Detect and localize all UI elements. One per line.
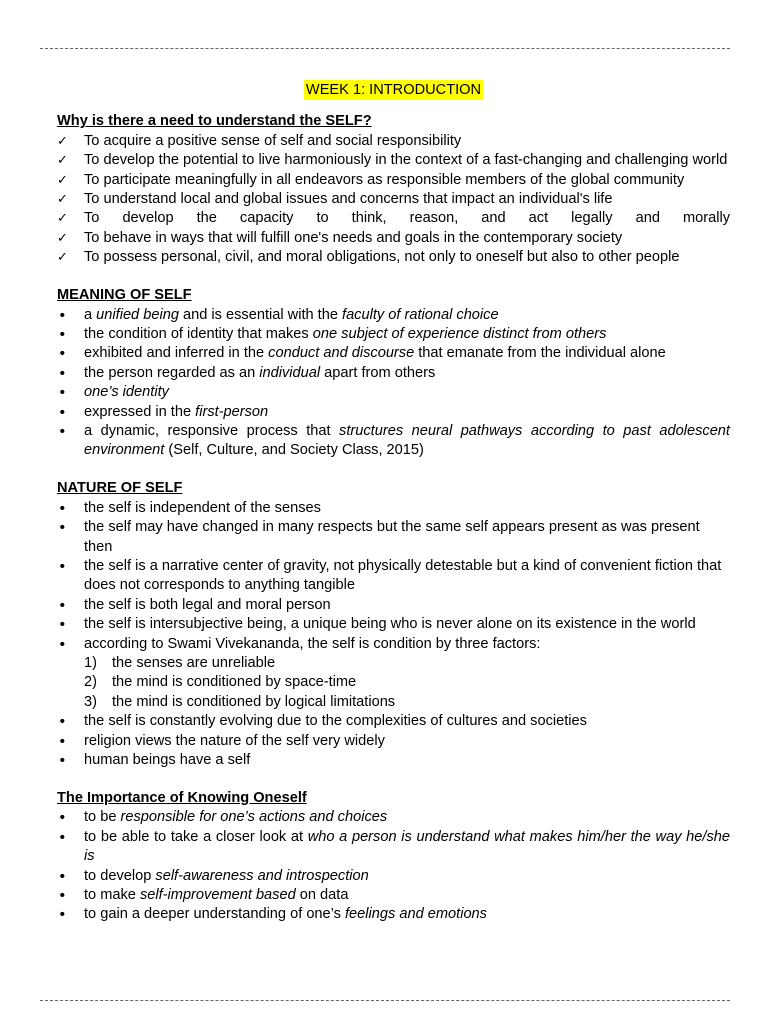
list-item: ✓ To acquire a positive sense of self and social responsibility xyxy=(57,132,730,151)
list-item: • exhibited and inferred in the conduct and discourse that emanate from the individual alone xyxy=(57,344,730,363)
section-heading-meaning: MEANING OF SELF xyxy=(57,287,192,304)
factor-item: 2) the mind is conditioned by space-time xyxy=(84,674,357,691)
why-list xyxy=(57,132,730,268)
section-importance xyxy=(57,789,730,925)
list-item: • the self is intersubjective being, a unique being who is never alone on its existence in the world xyxy=(57,615,730,634)
list-item: • the condition of identity that makes one subject of experience distinct from others xyxy=(57,325,730,344)
list-item: • the self is independent of the senses xyxy=(57,499,730,518)
list-item-text: according to Swami Vivekananda, the self is condition by three factors: xyxy=(84,635,541,652)
list-item: • to develop self-awareness and introspection xyxy=(57,867,730,886)
meaning-list xyxy=(57,306,730,461)
section-nature xyxy=(57,479,730,770)
list-item: ✓ To understand local and global issues and concerns that impact an individual's life xyxy=(57,190,730,209)
list-item: ✓ To develop the potential to live harmoniously in the context of a fast-changing and challenging world xyxy=(57,151,730,170)
factor-item: 1) the senses are unreliable xyxy=(84,654,276,671)
page-top-border xyxy=(40,48,730,49)
section-heading-nature: NATURE OF SELF xyxy=(57,480,183,497)
list-item-text: To behave in ways that will fulfill one's needs and goals in the contemporary society xyxy=(84,229,623,246)
importance-list xyxy=(57,808,730,924)
document-body xyxy=(57,80,730,943)
list-item: • a dynamic, responsive process that structures neural pathways according to past adolescent environment (Self, Culture, and Society Class, 2015) xyxy=(57,422,730,461)
list-item: ✓ To participate meaningfully in all endeavors as responsible members of the global community xyxy=(57,171,730,190)
factor-list xyxy=(84,654,730,712)
list-item: • the self is a narrative center of gravity, not physically detestable but a kind of convenient fiction that does not corresponds to anything tangible xyxy=(57,557,730,596)
list-item: • the self is both legal and moral person xyxy=(57,596,730,615)
list-item: • a unified being and is essential with the faculty of rational choice xyxy=(57,306,730,325)
list-item: • expressed in the first-person xyxy=(57,403,730,422)
section-heading-importance: The Importance of Knowing Oneself xyxy=(57,789,307,806)
nature-list xyxy=(57,499,730,771)
page-bottom-border xyxy=(40,1000,730,1001)
list-item: • the self is constantly evolving due to the complexities of cultures and societies xyxy=(57,712,730,731)
list-item: ✓ To develop the capacity to think, reason, and act legally and morally xyxy=(57,209,730,228)
factor-item: 3) the mind is conditioned by logical limitations xyxy=(84,693,396,710)
page-title: WEEK 1: INTRODUCTION xyxy=(305,82,482,98)
section-heading-why: Why is there a need to understand the SELF? xyxy=(57,113,372,130)
list-item xyxy=(57,635,730,713)
list-item xyxy=(57,229,730,248)
list-item: • one’s identity xyxy=(57,383,730,402)
list-item: • religion views the nature of the self very widely xyxy=(57,732,730,751)
list-item: • to gain a deeper understanding of one’s feelings and emotions xyxy=(57,905,730,924)
list-item: • human beings have a self xyxy=(57,751,730,770)
list-item: • to be responsible for one’s actions and choices xyxy=(57,808,730,827)
list-item: • to be able to take a closer look at who a person is understand what makes him/her the way he/she is xyxy=(57,828,730,867)
list-item: • the self may have changed in many respects but the same self appears present as was present then xyxy=(57,518,730,557)
list-item: • to make self-improvement based on data xyxy=(57,886,730,905)
section-why xyxy=(57,112,730,267)
list-item: • the person regarded as an individual apart from others xyxy=(57,364,730,383)
list-item: ✓ To possess personal, civil, and moral obligations, not only to oneself but also to other people xyxy=(57,248,730,267)
section-meaning xyxy=(57,286,730,461)
